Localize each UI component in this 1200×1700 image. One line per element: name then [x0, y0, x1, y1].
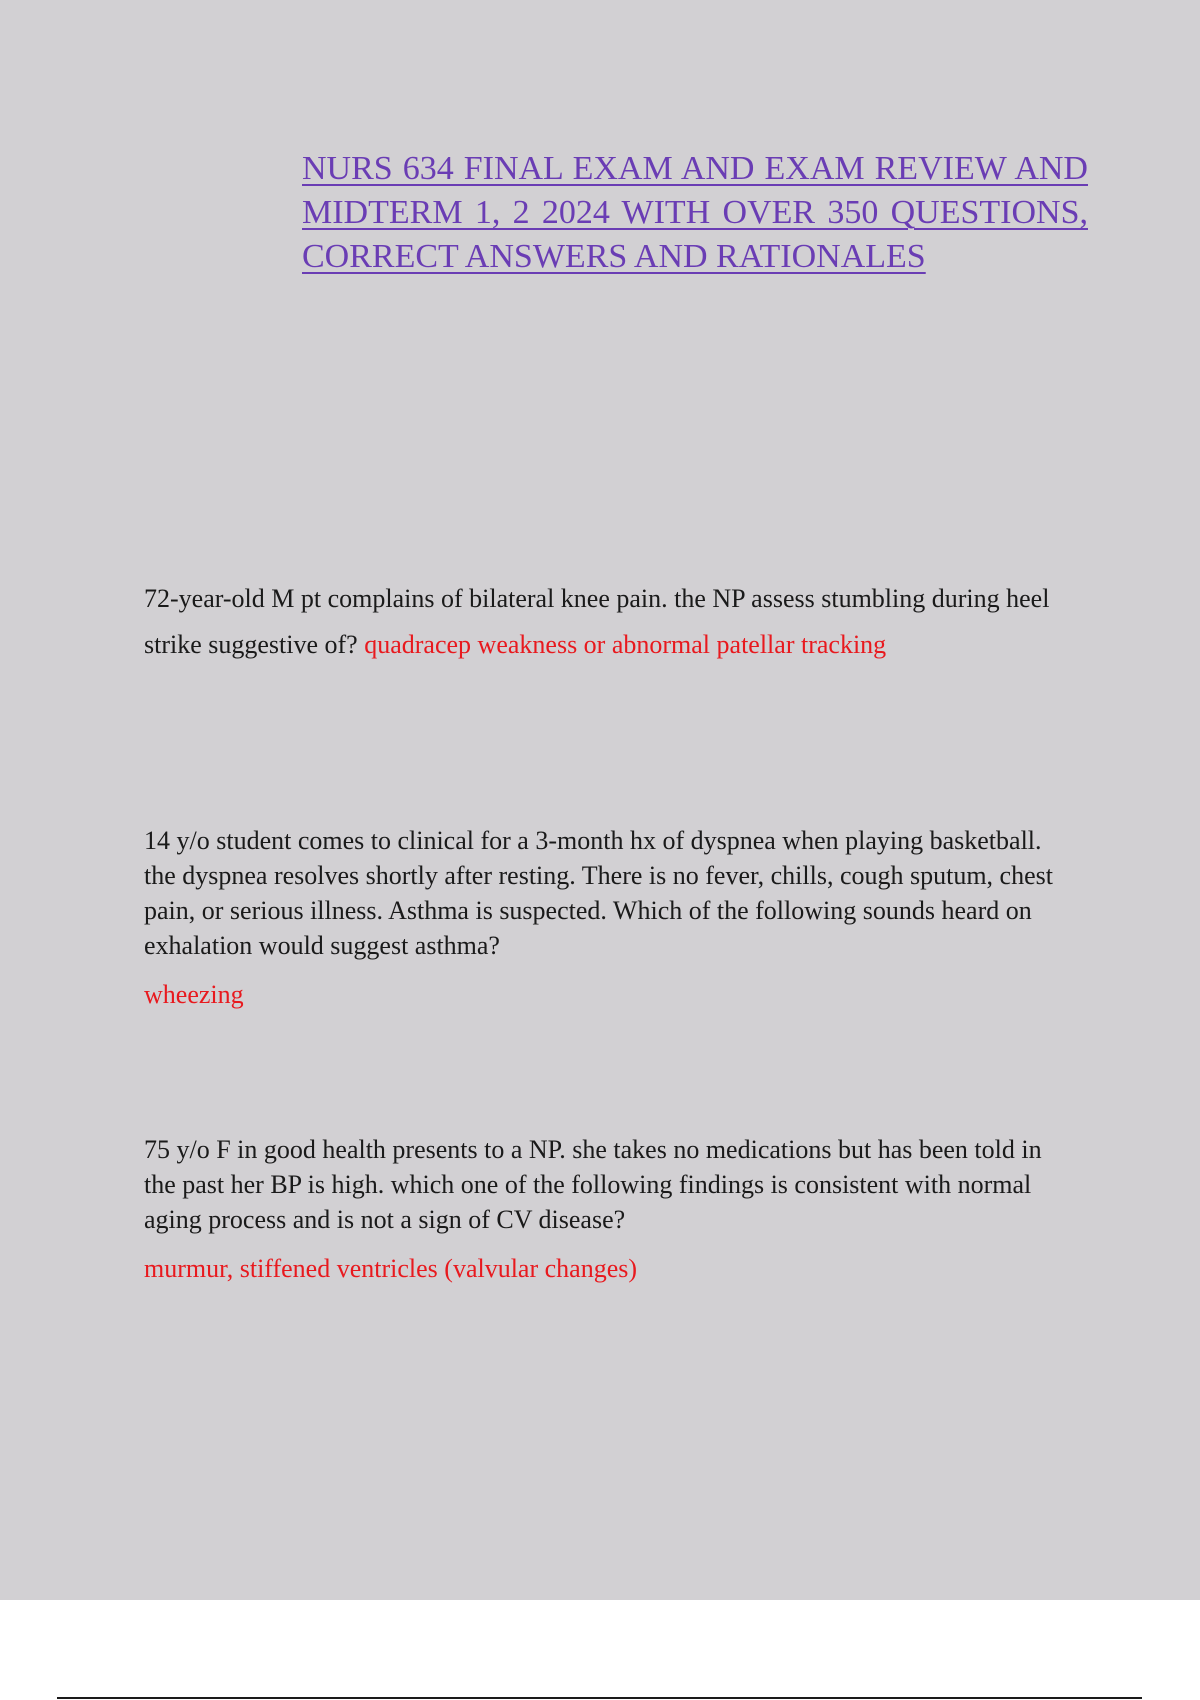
question-answer-text [144, 576, 1064, 668]
question-text: 75 y/o F in good health presents to a NP. she takes no medications but has been told in the past her BP is high. which one of the following findings is consistent with normal aging process and is not a sign of CV disease? [144, 1135, 1042, 1234]
question-block [144, 576, 1064, 668]
question-block [144, 823, 1064, 1012]
answer-text: murmur, stiffened ventricles (valvular changes) [144, 1254, 638, 1283]
question-text: 72-year-old M pt complains of bilateral knee pain. the NP assess stumbling during heel strike suggestive of? [144, 584, 1050, 659]
document-title: NURS 634 FINAL EXAM AND EXAM REVIEW AND MIDTERM 1, 2 2024 WITH OVER 350 QUESTIONS, CORRECT ANSWERS AND RATIONALES [302, 150, 1088, 275]
question-block [144, 1132, 1064, 1286]
page-divider [57, 1697, 1142, 1699]
answer-text: wheezing [144, 980, 244, 1009]
question-text: 14 y/o student comes to clinical for a 3-month hx of dyspnea when playing basketball. the dyspnea resolves shortly after resting. There is no fever, chills, cough sputum, chest pain, or serious illness. Asthma is suspected. Which of the following sounds heard on exhalation would suggest asthma? [144, 826, 1053, 960]
answer-text: quadracep weakness or abnormal patellar tracking [364, 630, 887, 659]
